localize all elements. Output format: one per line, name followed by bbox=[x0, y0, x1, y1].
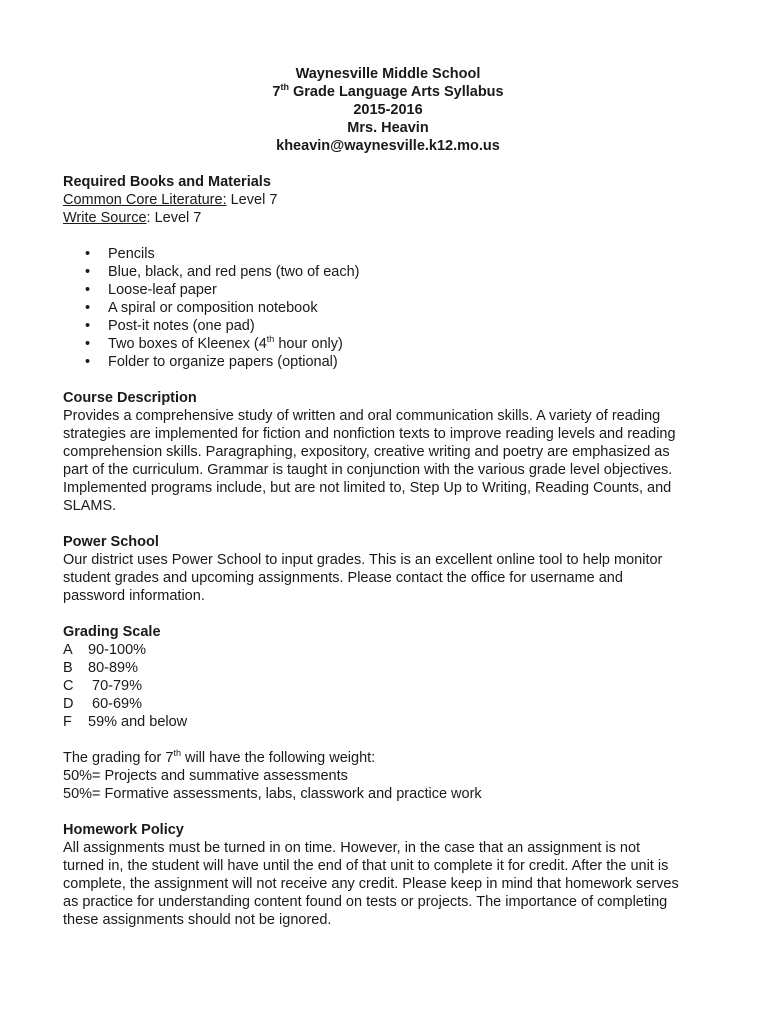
power-school-heading: Power School bbox=[63, 534, 159, 550]
grade-superscript: th bbox=[280, 82, 289, 93]
paragraph-line: strategies are implemented for fiction and nonfiction texts to improve reading levels and reading bbox=[63, 426, 676, 442]
list-item: • Folder to organize papers (optional) bbox=[85, 354, 338, 370]
list-item: • Post-it notes (one pad) bbox=[85, 318, 255, 334]
list-item: • Blue, black, and red pens (two of each) bbox=[85, 264, 360, 280]
grade-number: 7 bbox=[272, 84, 281, 100]
grading-weight-line: 50%= Projects and summative assessments bbox=[63, 768, 348, 784]
teacher-email: kheavin@waynesville.k12.mo.us bbox=[276, 138, 500, 154]
materials-heading: Required Books and Materials bbox=[63, 174, 271, 190]
book-level-write-source: : Level 7 bbox=[146, 210, 202, 226]
bullet-icon: • bbox=[85, 336, 91, 352]
grading-scale-section bbox=[63, 623, 713, 803]
grading-weight-line: 50%= Formative assessments, labs, classwork and practice work bbox=[63, 786, 482, 802]
paragraph-line: SLAMS. bbox=[63, 498, 117, 514]
paragraph-line: complete, the assignment will not receive any credit. Please keep in mind that homework serves bbox=[63, 876, 679, 892]
list-item: • Loose-leaf paper bbox=[85, 282, 217, 298]
school-name: Waynesville Middle School bbox=[295, 66, 481, 82]
bullet-icon: • bbox=[85, 264, 91, 280]
book-title-write-source: Write Source bbox=[63, 210, 147, 226]
course-description-heading: Course Description bbox=[63, 390, 197, 406]
grade-row-b: B 80-89% bbox=[63, 660, 138, 676]
homework-policy-heading: Homework Policy bbox=[63, 822, 184, 838]
materials-section bbox=[63, 173, 713, 371]
grade-row-f: F 59% and below bbox=[63, 714, 188, 730]
course-name: Grade Language Arts Syllabus bbox=[293, 84, 504, 100]
grading-weight-intro: The grading for 7th will have the following weight: bbox=[63, 748, 376, 766]
bullet-icon: • bbox=[85, 318, 91, 334]
paragraph-line: Implemented programs include, but are not limited to, Step Up to Writing, Reading Counts, and bbox=[63, 480, 672, 496]
school-year: 2015-2016 bbox=[353, 102, 423, 118]
paragraph-line: All assignments must be turned in on time. However, in the case that an assignment is not bbox=[63, 840, 641, 856]
book-level-literature: Level 7 bbox=[226, 192, 278, 208]
bullet-icon: • bbox=[85, 282, 91, 298]
list-item: • Pencils bbox=[85, 246, 155, 262]
list-item: • A spiral or composition notebook bbox=[85, 300, 318, 316]
book-line-literature bbox=[63, 191, 713, 209]
grade-row-c: C 70-79% bbox=[63, 678, 143, 694]
list-item: • Two boxes of Kleenex (4th hour only) bbox=[85, 334, 343, 352]
paragraph-line: student grades and upcoming assignments. Please contact the office for username and bbox=[63, 570, 623, 586]
document-header bbox=[63, 65, 713, 155]
bullet-icon: • bbox=[85, 300, 91, 316]
paragraph-line: part of the curriculum. Grammar is taught in conjunction with the various grade level objectives. bbox=[63, 462, 673, 478]
paragraph-line: Our district uses Power School to input grades. This is an excellent online tool to help monitor bbox=[63, 552, 663, 568]
grading-scale-heading: Grading Scale bbox=[63, 624, 161, 640]
book-line-write-source bbox=[63, 209, 713, 227]
paragraph-line: password information. bbox=[63, 588, 205, 604]
paragraph-line: comprehension skills. Paragraphing, expository, creative writing and poetry are emphasized as bbox=[63, 444, 670, 460]
bullet-icon: • bbox=[85, 246, 91, 262]
homework-policy-section bbox=[63, 821, 713, 929]
power-school-section bbox=[63, 533, 713, 605]
materials-list bbox=[63, 245, 713, 371]
course-title bbox=[63, 83, 713, 101]
paragraph-line: turned in, the student will have until the end of that unit to complete it for credit. After the unit is bbox=[63, 858, 669, 874]
book-title-literature: Common Core Literature: bbox=[63, 192, 227, 208]
grade-row-d: D 60-69% bbox=[63, 696, 143, 712]
grade-row-a: A 90-100% bbox=[63, 642, 147, 658]
bullet-icon: • bbox=[85, 354, 91, 370]
paragraph-line: these assignments should not be ignored. bbox=[63, 912, 332, 928]
syllabus-page bbox=[63, 65, 713, 929]
teacher-name: Mrs. Heavin bbox=[347, 120, 429, 136]
paragraph-line: Provides a comprehensive study of written and oral communication skills. A variety of reading bbox=[63, 408, 661, 424]
course-description-section bbox=[63, 389, 713, 515]
paragraph-line: as practice for understanding content found on tests or projects. The importance of completing bbox=[63, 894, 668, 910]
